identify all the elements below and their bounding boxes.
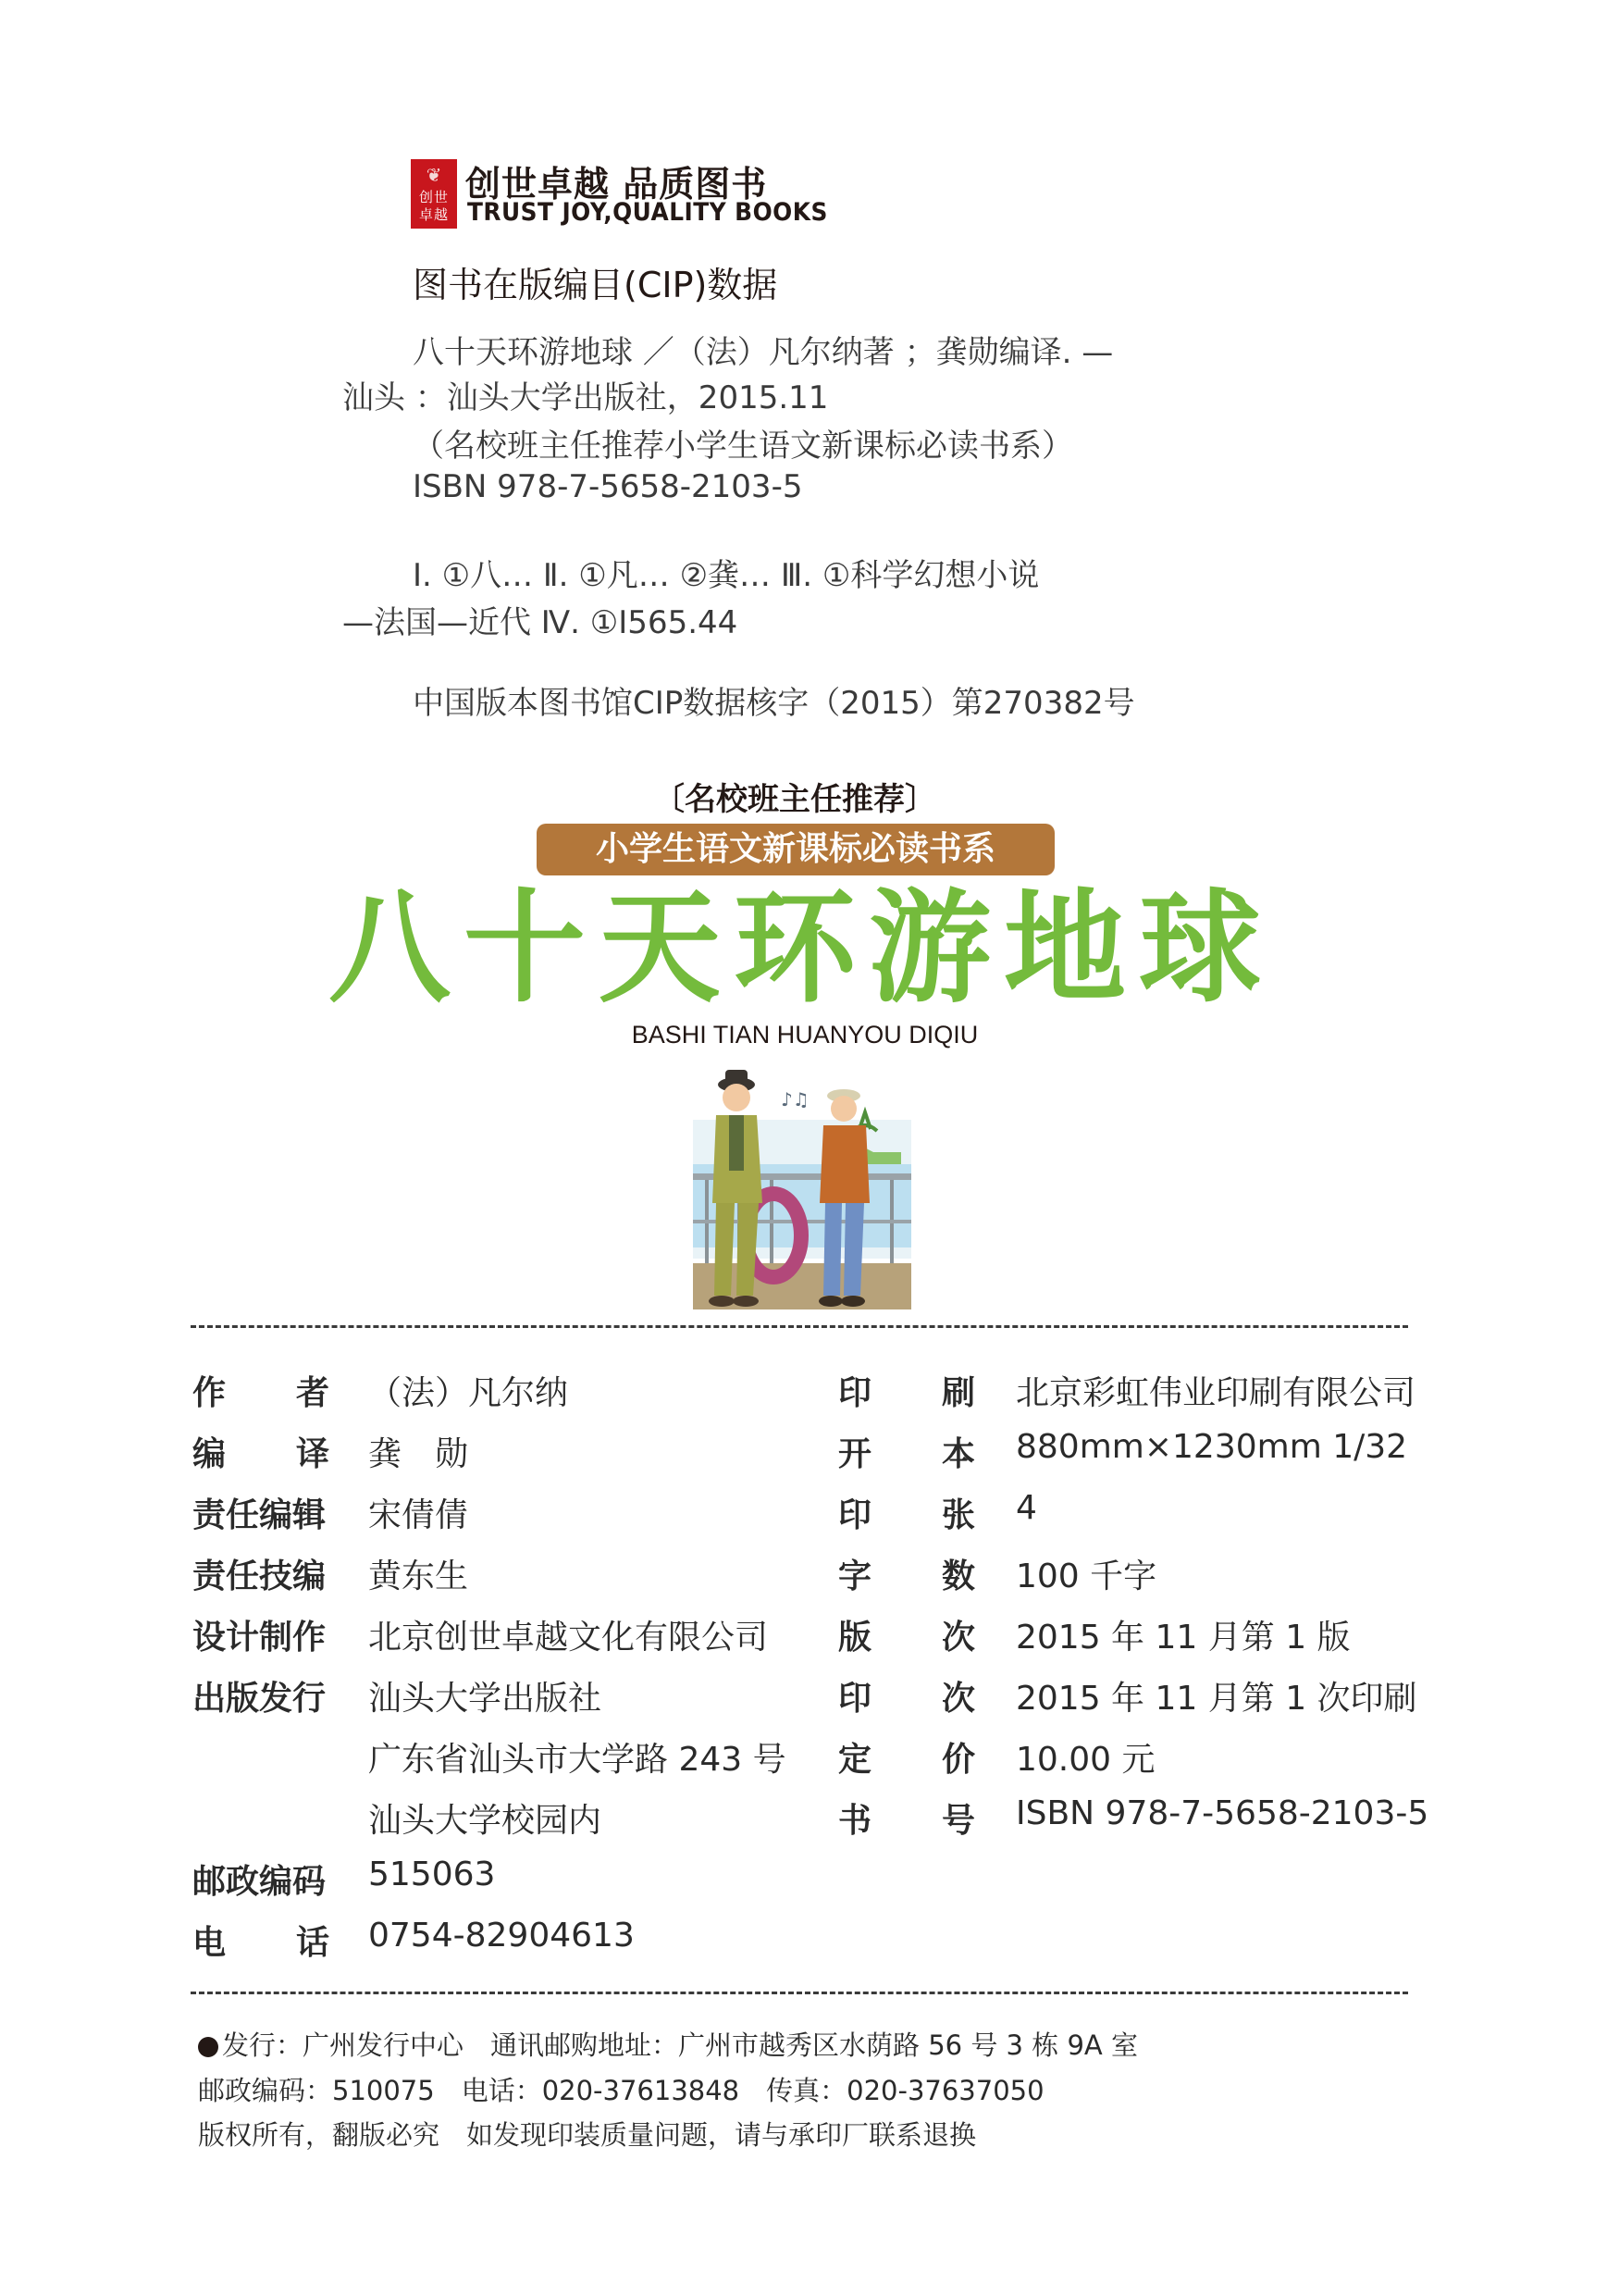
cip-line-5: Ⅰ. ①八… Ⅱ. ①凡… ②龚… Ⅲ. ①科学幻想小说 (413, 557, 1040, 594)
value-tech-editor: 黄东生 (368, 1558, 469, 1595)
label-tech-editor: 责任技编 (192, 1558, 327, 1595)
svg-text:♪♫: ♪♫ (781, 1088, 810, 1111)
dashed-divider-bottom (191, 1992, 1408, 1994)
value-sheets: 4 (1016, 1489, 1037, 1527)
label-editor: 责任编辑 (192, 1496, 327, 1534)
value-price: 10.00 元 (1016, 1741, 1156, 1779)
value-printer: 北京彩虹伟业印刷有限公司 (1016, 1374, 1416, 1412)
value-phone: 0754-82904613 (368, 1917, 635, 1955)
publisher-seal-logo (411, 159, 457, 229)
book-title: 八十天环游地球 (328, 877, 1274, 1020)
cip-line-6: —法国—近代 Ⅳ. ①I565.44 (342, 604, 738, 641)
label-format: 开 本 (838, 1435, 975, 1473)
label-edition: 版 次 (838, 1619, 975, 1657)
value-isbn: ISBN 978-7-5658-2103-5 (1016, 1794, 1429, 1832)
value-design: 北京创世卓越文化有限公司 (368, 1619, 769, 1657)
book-title-pinyin: BASHI TIAN HUANYOU DIQIU (631, 1021, 979, 1049)
cip-line-7: 中国版本图书馆CIP数据核字（2015）第270382号 (413, 685, 1135, 722)
label-translator: 编 译 (192, 1435, 329, 1473)
publisher-slogan-cn: 创世卓越 品质图书 (465, 164, 768, 205)
series-name: 小学生语文新课标必读书系 (595, 830, 995, 868)
footer-copyright: 版权所有，翻版必究 如发现印装质量问题，请与承印厂联系退换 (198, 2119, 977, 2151)
cip-line-2: 汕头 ：汕头大学出版社，2015.11 (342, 379, 829, 416)
series-band (537, 824, 1055, 875)
cip-heading: 图书在版编目(CIP)数据 (413, 265, 778, 305)
value-translator: 龚 勋 (368, 1435, 469, 1473)
value-postcode: 515063 (368, 1855, 496, 1893)
seal-lettering: 创世 卓越 (418, 189, 449, 223)
label-design: 设计制作 (192, 1619, 327, 1657)
cip-line-4: ISBN 978-7-5658-2103-5 (413, 468, 803, 505)
label-isbn: 书 号 (838, 1802, 975, 1840)
cover-illustration (688, 1064, 916, 1319)
label-author: 作 者 (192, 1374, 329, 1412)
cip-line-1: 八十天环游地球 ／（法）凡尔纳著 ；龚勋编译. — (413, 334, 1114, 371)
value-publisher-address-1: 广东省汕头市大学路 243 号 (368, 1741, 786, 1779)
dashed-divider-top (191, 1325, 1408, 1328)
value-editor: 宋倩倩 (368, 1496, 469, 1534)
publisher-slogan-en: TRUST JOY,QUALITY BOOKS (467, 198, 828, 227)
value-author: （法）凡尔纳 (368, 1374, 569, 1412)
value-word-count: 100 千字 (1016, 1558, 1157, 1595)
label-price: 定 价 (838, 1741, 975, 1779)
label-postcode: 邮政编码 (192, 1863, 327, 1901)
value-printing: 2015 年 11 月第 1 次印刷 (1016, 1680, 1417, 1718)
footer-distribution-text: 发行：广州发行中心 通讯邮购地址：广州市越秀区水荫路 56 号 3 栋 9A 室 (222, 2029, 1138, 2061)
footer-contact: 邮政编码：510075 电话：020-37613848 传真：020-37637050 (198, 2075, 1045, 2106)
series-recommendation: 〔名校班主任推荐〕 (653, 781, 936, 818)
footer-distribution (198, 2025, 1138, 2063)
cip-line-3: （名校班主任推荐小学生语文新课标必读书系） (413, 428, 1073, 465)
value-edition: 2015 年 11 月第 1 版 (1016, 1619, 1351, 1657)
label-sheets: 印 张 (838, 1496, 975, 1534)
value-publisher: 汕头大学出版社 (368, 1680, 602, 1718)
label-phone: 电 话 (192, 1924, 329, 1962)
value-publisher-address-2: 汕头大学校园内 (368, 1802, 602, 1840)
bird-icon: ❦ (426, 164, 442, 186)
value-format: 880mm×1230mm 1/32 (1016, 1428, 1408, 1466)
bullet-icon (198, 2037, 218, 2057)
label-publisher: 出版发行 (192, 1680, 327, 1718)
label-printing: 印 次 (838, 1680, 975, 1718)
label-word-count: 字 数 (838, 1558, 975, 1595)
label-printer: 印 刷 (838, 1374, 975, 1412)
